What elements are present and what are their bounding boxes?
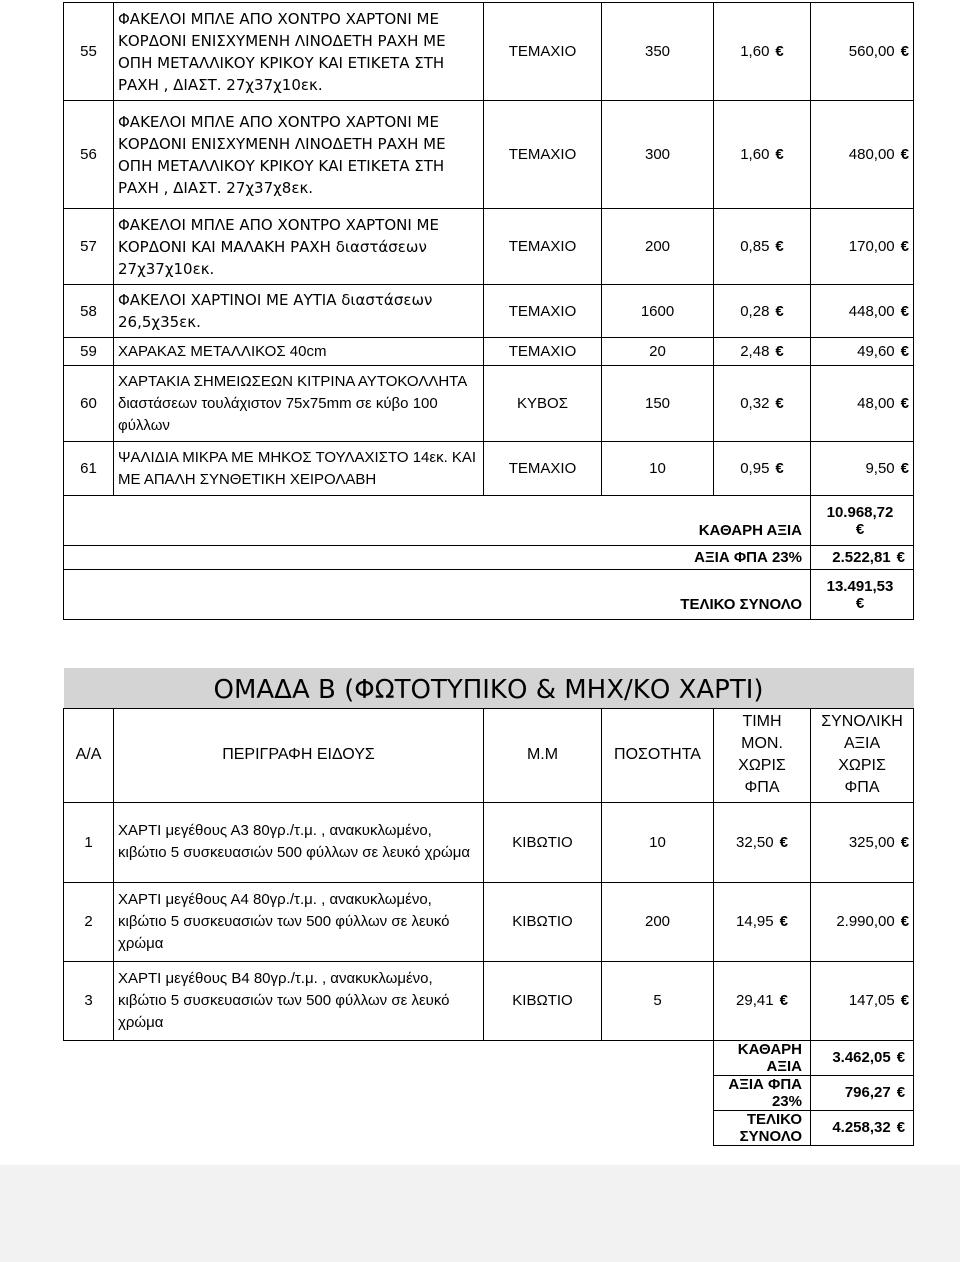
row-number: 2 [64,882,114,961]
item-quantity: 300 [602,101,714,209]
grand-total-row [64,570,914,620]
item-unit: ΤΕΜΑΧΙΟ [484,209,602,285]
table-row [64,961,914,1040]
euro-icon: € [900,238,909,255]
net-value-row [64,1040,914,1075]
net-value: 10.968,72 € [811,496,914,546]
euro-icon: € [900,302,909,320]
row-number: 57 [64,209,114,285]
item-unit: ΤΕΜΑΧΙΟ [484,101,602,209]
item-total: 448,00 € [811,285,914,338]
item-total: 560,00 € [811,3,914,101]
item-unit-price: 0,28 € [714,285,811,338]
item-unit: ΤΕΜΑΧΙΟ [484,338,602,366]
table-row [64,285,914,338]
item-total: 325,00 € [811,802,914,882]
table-row [64,3,914,101]
item-description: ΦΑΚΕΛΟΙ ΧΑΡΤΙΝΟΙ ΜΕ ΑΥΤΙΑ διαστάσεων 26,5χ35εκ. [114,285,484,338]
euro-icon: € [855,594,865,612]
section-title-row [64,668,914,708]
items-table-b-body [64,668,914,1145]
header-unit-price: ΤΙΜΗ ΜΟΝ. ΧΩΡΙΣ ΦΠΑ [714,708,811,802]
item-unit-price: 0,32 € [714,366,811,442]
euro-icon: € [775,238,784,255]
table-row [64,338,914,366]
euro-icon: € [775,395,784,412]
euro-icon: € [775,43,784,60]
vat-row [64,546,914,570]
table-row [64,101,914,209]
table-row [64,209,914,285]
header-unit: Μ.Μ [484,708,602,802]
item-total: 2.990,00 € [811,882,914,961]
vat-value: 2.522,81 € [811,546,914,570]
item-unit-price: 0,85 € [714,209,811,285]
grand-total-label: ΤΕΛΙΚΟ ΣΥΝΟΛΟ [714,1110,811,1145]
euro-icon: € [775,146,784,163]
row-number: 3 [64,961,114,1040]
row-number: 1 [64,802,114,882]
header-description: ΠΕΡΙΓΡΑΦΗ ΕΙΔΟΥΣ [114,708,484,802]
row-number: 55 [64,3,114,101]
euro-icon: € [900,460,909,477]
euro-icon: € [896,1084,906,1101]
item-unit-price: 2,48 € [714,338,811,366]
item-total: 480,00 € [811,101,914,209]
vat-row [64,1075,914,1110]
euro-icon: € [896,549,905,566]
euro-icon: € [900,913,910,930]
section-title: ΟΜΑΔΑ Β (ΦΩΤΟΤΥΠΙΚΟ & ΜΗΧ/ΚΟ ΧΑΡΤΙ) [64,668,914,708]
item-unit-price: 1,60 € [714,101,811,209]
euro-icon: € [900,343,909,360]
item-unit: ΚΙΒΩΤΙΟ [484,802,602,882]
item-unit-price: 29,41 € [714,961,811,1040]
euro-icon: € [900,146,909,163]
item-unit: ΚΙΒΩΤΙΟ [484,882,602,961]
item-unit: ΚΙΒΩΤΙΟ [484,961,602,1040]
euro-icon: € [779,992,788,1009]
vat-label: ΑΞΙΑ ΦΠΑ 23% [64,546,811,570]
item-unit-price: 1,60 € [714,3,811,101]
euro-icon: € [900,833,910,851]
item-description: ΦΑΚΕΛΟΙ ΜΠΛΕ ΑΠΟ ΧΟΝΤΡΟ ΧΑΡΤΟΝΙ ΜΕ ΚΟΡΔΟΝΙ ΚΑΙ ΜΑΛΑΚΗ ΡΑΧΗ διαστάσεων 27χ37χ10εκ. [114,209,484,285]
net-value: 3.462,05 € [811,1040,914,1075]
row-number: 59 [64,338,114,366]
item-total: 9,50 € [811,442,914,496]
euro-icon: € [855,520,865,538]
euro-icon: € [900,395,909,412]
item-unit-price: 0,95 € [714,442,811,496]
item-total: 49,60 € [811,338,914,366]
euro-icon: € [900,992,910,1009]
header-row [64,708,914,802]
item-unit-price: 32,50 € [714,802,811,882]
header-total: ΣΥΝΟΛΙΚΗ ΑΞΙΑ ΧΩΡΙΣ ΦΠΑ [811,708,914,802]
grand-total-label: ΤΕΛΙΚΟ ΣΥΝΟΛΟ [64,570,811,620]
item-description: ΦΑΚΕΛΟΙ ΜΠΛΕ ΑΠΟ ΧΟΝΤΡΟ ΧΑΡΤΟΝΙ ΜΕ ΚΟΡΔΟΝΙ ΕΝΙΣΧΥΜΕΝΗ ΛΙΝΟΔΕΤΗ ΡΑΧΗ ΜΕ ΟΠΗ ΜΕΤΑΛΛΙΚΟΥ ΚΡΙΚΟΥ ΚΑΙ ΕΤΙΚΕΤΑ ΣΤΗ ΡΑΧΗ , ΔΙΑΣΤ. 27χ37χ8εκ. [114,101,484,209]
item-quantity: 150 [602,366,714,442]
item-quantity: 200 [602,882,714,961]
item-unit: ΤΕΜΑΧΙΟ [484,3,602,101]
header-aa: Α/Α [64,708,114,802]
item-quantity: 350 [602,3,714,101]
item-description: ΧΑΡΤΙ μεγέθους Α3 80γρ./τ.μ. , ανακυκλωμένο, κιβώτιο 5 συσκευασιών 500 φύλλων σε λευκό χρώμα [114,802,484,882]
euro-icon: € [779,913,788,930]
row-number: 58 [64,285,114,338]
euro-icon: € [896,1049,906,1066]
item-unit-price: 14,95 € [714,882,811,961]
euro-icon: € [775,343,784,360]
vat-label: ΑΞΙΑ ΦΠΑ 23% [714,1075,811,1110]
table-row [64,802,914,882]
item-description: ΧΑΡΤΙ μεγέθους Β4 80γρ./τ.μ. , ανακυκλωμένο, κιβώτιο 5 συσκευασιών των 500 φύλλων σε λευκό χρώμα [114,961,484,1040]
table-row [64,882,914,961]
item-quantity: 20 [602,338,714,366]
grand-total-value: 4.258,32 € [811,1110,914,1145]
item-quantity: 10 [602,442,714,496]
net-value-row [64,496,914,546]
item-unit: ΚΥΒΟΣ [484,366,602,442]
item-description: ΧΑΡΤΑΚΙΑ ΣΗΜΕΙΩΣΕΩΝ ΚΙΤΡΙΝΑ ΑΥΤΟΚΟΛΛΗΤΑ διαστάσεων τουλάχιστον 75x75mm σε κύβο 100 φύλλων [114,366,484,442]
item-total: 48,00 € [811,366,914,442]
euro-icon: € [900,43,909,60]
item-quantity: 200 [602,209,714,285]
row-number: 56 [64,101,114,209]
table-row [64,442,914,496]
vat-value: 796,27 € [811,1075,914,1110]
item-description: ΨΑΛΙΔΙΑ ΜΙΚΡΑ ΜΕ ΜΗΚΟΣ ΤΟΥΛΑΧΙΣΤΟ 14εκ. ΚΑΙ ΜΕ ΑΠΑΛΗ ΣΥΝΘΕΤΙΚΗ ΧΕΙΡΟΛΑΒΗ [114,442,484,496]
item-total: 147,05 € [811,961,914,1040]
row-number: 61 [64,442,114,496]
item-quantity: 10 [602,802,714,882]
item-unit: ΤΕΜΑΧΙΟ [484,285,602,338]
table-row [64,366,914,442]
euro-icon: € [775,302,784,320]
grand-total-row [64,1110,914,1145]
items-table-a [63,2,914,620]
grand-total-value: 13.491,53 € [811,570,914,620]
item-description: ΧΑΡΑΚΑΣ ΜΕΤΑΛΛΙΚΟΣ 40cm [114,338,484,366]
row-number: 60 [64,366,114,442]
euro-icon: € [779,833,788,851]
item-unit: ΤΕΜΑΧΙΟ [484,442,602,496]
header-quantity: ΠΟΣΟΤΗΤΑ [602,708,714,802]
euro-icon: € [896,1119,906,1136]
net-value-label: ΚΑΘΑΡΗ ΑΞΙΑ [714,1040,811,1075]
item-total: 170,00 € [811,209,914,285]
net-value-label: ΚΑΘΑΡΗ ΑΞΙΑ [64,496,811,546]
item-description: ΧΑΡΤΙ μεγέθους Α4 80γρ./τ.μ. , ανακυκλωμένο, κιβώτιο 5 συσκευασιών των 500 φύλλων σε λευκό χρώμα [114,882,484,961]
page-footer-strip [0,1165,960,1262]
items-table-a-body [64,3,914,620]
item-description: ΦΑΚΕΛΟΙ ΜΠΛΕ ΑΠΟ ΧΟΝΤΡΟ ΧΑΡΤΟΝΙ ΜΕ ΚΟΡΔΟΝΙ ΕΝΙΣΧΥΜΕΝΗ ΛΙΝΟΔΕΤΗ ΡΑΧΗ ΜΕ ΟΠΗ ΜΕΤΑΛΛΙΚΟΥ ΚΡΙΚΟΥ ΚΑΙ ΕΤΙΚΕΤΑ ΣΤΗ ΡΑΧΗ , ΔΙΑΣΤ. 27χ37χ10εκ. [114,3,484,101]
euro-icon: € [775,460,784,477]
item-quantity: 5 [602,961,714,1040]
item-quantity: 1600 [602,285,714,338]
items-table-b [63,668,914,1146]
